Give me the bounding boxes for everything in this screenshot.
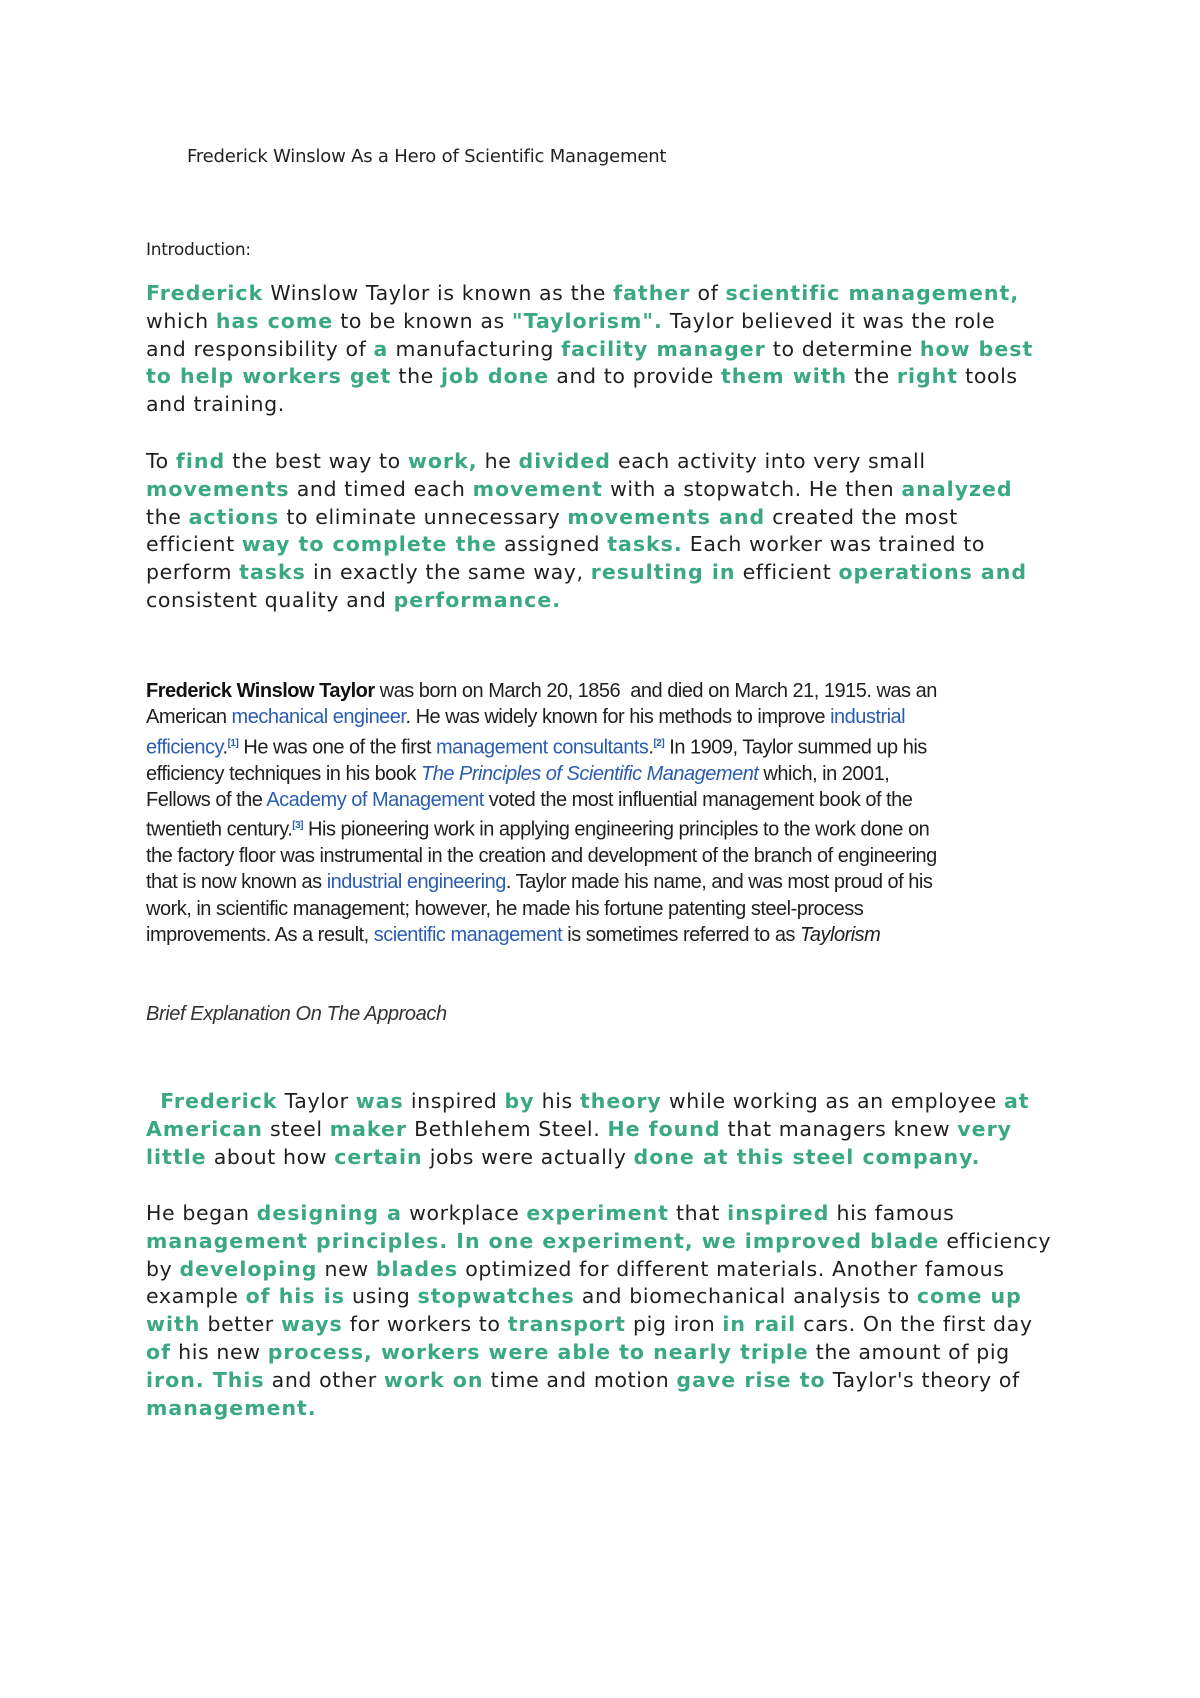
highlighted-text: job done bbox=[441, 364, 550, 389]
highlighted-text: with bbox=[146, 1312, 201, 1337]
text-run: created the most bbox=[765, 504, 958, 529]
hyperlink[interactable]: mechanical engineer bbox=[231, 706, 406, 729]
highlighted-text: maker bbox=[329, 1116, 408, 1141]
highlighted-text: was bbox=[355, 1089, 404, 1113]
text-run: that managers knew bbox=[720, 1116, 958, 1141]
highlighted-text: developing bbox=[179, 1256, 318, 1281]
highlighted-text: of bbox=[146, 1339, 172, 1364]
text-run: that is now known as bbox=[146, 871, 327, 894]
text-run: which, in 2001, bbox=[758, 762, 890, 785]
text-run: that bbox=[668, 1201, 728, 1225]
text-run: for workers to bbox=[342, 1312, 508, 1337]
text-line bbox=[146, 308, 1066, 336]
hyperlink[interactable]: efficiency bbox=[146, 736, 223, 759]
text-run: He was one of the first bbox=[238, 736, 436, 759]
highlighted-text: management. bbox=[146, 1395, 317, 1420]
highlighted-text: movements and bbox=[567, 504, 766, 529]
text-run: was born on March 20, 1856 and died on March 21, 1915. was an bbox=[374, 680, 937, 702]
highlighted-text: work on bbox=[383, 1367, 484, 1392]
text-line bbox=[146, 280, 1066, 308]
text-line bbox=[146, 1144, 1066, 1172]
text-run: efficient bbox=[146, 532, 242, 557]
text-run: in exactly the same way, bbox=[305, 560, 591, 585]
brief-explanation-heading: Brief Explanation On The Approach bbox=[146, 1003, 447, 1025]
highlighted-text: operations and bbox=[838, 560, 1028, 585]
approach-paragraph-2 bbox=[146, 1200, 1066, 1422]
text-run: and responsibility of bbox=[146, 336, 374, 361]
text-run: perform bbox=[146, 560, 240, 585]
highlighted-text: performance. bbox=[393, 587, 562, 612]
text-run: using bbox=[344, 1284, 418, 1309]
text-run: of bbox=[690, 281, 726, 305]
text-run: efficient bbox=[735, 560, 839, 585]
text-run: improvements. As a result, bbox=[146, 923, 374, 946]
text-run: the amount of pig bbox=[808, 1339, 1010, 1364]
highlighted-text: little bbox=[146, 1144, 207, 1169]
citation-link[interactable]: [2] bbox=[653, 737, 665, 749]
highlighted-text: transport bbox=[507, 1312, 626, 1337]
highlighted-text: in rail bbox=[722, 1312, 797, 1337]
text-line bbox=[146, 1256, 1066, 1284]
text-run: . Taylor made his name, and was most proud of his bbox=[505, 871, 933, 894]
text-line bbox=[146, 843, 1066, 869]
intro-paragraph-2 bbox=[146, 448, 1066, 615]
text-line bbox=[146, 869, 1066, 895]
text-run: steel bbox=[262, 1116, 330, 1141]
highlighted-text: actions bbox=[188, 504, 280, 529]
text-run: is sometimes referred to as bbox=[562, 923, 800, 946]
text-line bbox=[146, 1228, 1066, 1256]
highlighted-text: theory bbox=[579, 1089, 662, 1113]
text-run: To bbox=[146, 449, 176, 473]
text-run: with a stopwatch. He then bbox=[602, 476, 902, 501]
text-line bbox=[146, 1200, 1066, 1228]
highlighted-text: blades bbox=[375, 1256, 459, 1281]
hyperlink-book-title[interactable]: The Principles of Scientific Management bbox=[421, 762, 759, 785]
highlighted-text: stopwatches bbox=[417, 1284, 575, 1309]
hyperlink[interactable]: scientific management bbox=[373, 923, 563, 946]
text-run: and other bbox=[264, 1367, 384, 1392]
text-run: the bbox=[391, 364, 441, 389]
italic-text: Taylorism bbox=[800, 923, 881, 946]
highlighted-text: work, bbox=[407, 449, 478, 473]
highlighted-text: father bbox=[613, 281, 691, 305]
text-line bbox=[146, 391, 1066, 419]
highlighted-text: He found bbox=[607, 1116, 721, 1141]
text-run: manufacturing bbox=[388, 336, 562, 361]
highlighted-text: movements bbox=[146, 476, 290, 501]
citation-link[interactable]: [1] bbox=[227, 737, 239, 749]
highlighted-text: Frederick bbox=[146, 281, 264, 305]
text-run: his famous bbox=[829, 1201, 955, 1225]
bold-name: Frederick Winslow Taylor bbox=[146, 680, 375, 702]
hyperlink[interactable]: Academy of Management bbox=[266, 788, 484, 811]
highlighted-text: find bbox=[175, 449, 226, 473]
highlighted-text: way to complete the bbox=[241, 532, 497, 557]
text-run: work, in scientific management; however, he made his fortune patenting steel-process bbox=[146, 897, 864, 920]
approach-paragraph-1 bbox=[146, 1088, 1066, 1171]
text-run: and training. bbox=[146, 392, 285, 417]
text-line bbox=[146, 1367, 1066, 1395]
text-line bbox=[146, 504, 1066, 532]
text-run: American bbox=[146, 706, 232, 729]
highlighted-text: inspired bbox=[727, 1201, 830, 1225]
text-run: to eliminate unnecessary bbox=[279, 504, 568, 529]
highlighted-text: certain bbox=[334, 1144, 423, 1169]
text-run: Winslow Taylor is known as the bbox=[263, 281, 614, 305]
text-line bbox=[146, 1395, 1066, 1423]
text-line bbox=[146, 1116, 1066, 1144]
text-run: tools bbox=[958, 364, 1018, 389]
text-run: the best way to bbox=[225, 449, 408, 473]
text-line bbox=[146, 336, 1066, 364]
highlighted-text: how best bbox=[919, 336, 1034, 361]
text-run bbox=[146, 1089, 160, 1113]
highlighted-text: right bbox=[896, 364, 959, 389]
text-run: optimized for different materials. Another famous bbox=[458, 1256, 1005, 1281]
highlighted-text: a bbox=[373, 336, 389, 361]
hyperlink[interactable]: industrial bbox=[830, 706, 906, 729]
highlighted-text: resulting in bbox=[590, 560, 736, 585]
highlighted-text: tasks. bbox=[607, 532, 683, 557]
text-run: to be known as bbox=[333, 308, 512, 333]
text-run: cars. On the first day bbox=[796, 1312, 1033, 1337]
highlighted-text: them with bbox=[721, 364, 848, 389]
text-run: workplace bbox=[402, 1201, 527, 1225]
text-run: . bbox=[222, 736, 228, 759]
text-line bbox=[146, 704, 1066, 730]
highlighted-text: ways bbox=[280, 1312, 343, 1337]
text-line bbox=[146, 1283, 1066, 1311]
text-line bbox=[146, 678, 1066, 704]
text-run: his new bbox=[171, 1339, 268, 1364]
text-run: about how bbox=[206, 1144, 335, 1169]
highlighted-text: scientific management, bbox=[725, 281, 1020, 305]
text-run: Taylor believed it was the role bbox=[662, 308, 996, 333]
text-run: . He was widely known for his methods to improve bbox=[405, 706, 831, 729]
text-run: Each worker was trained to bbox=[682, 532, 986, 557]
text-line bbox=[146, 531, 1066, 559]
text-run: the bbox=[847, 364, 897, 389]
text-run: twentieth century. bbox=[146, 818, 293, 841]
text-run: better bbox=[200, 1312, 281, 1337]
text-run: assigned bbox=[496, 532, 608, 557]
text-run: He began bbox=[146, 1201, 257, 1225]
text-line bbox=[146, 896, 1066, 922]
text-run: which bbox=[146, 308, 216, 333]
highlighted-text: divided bbox=[518, 449, 611, 473]
text-run: jobs were actually bbox=[422, 1144, 634, 1169]
text-line bbox=[146, 1311, 1066, 1339]
highlighted-text: iron. This bbox=[146, 1367, 265, 1392]
text-run: the factory floor was instrumental in the creation and development of the branch of engineering bbox=[146, 845, 937, 868]
introduction-heading: Introduction: bbox=[146, 240, 251, 260]
highlighted-text: has come bbox=[215, 308, 334, 333]
text-run: the bbox=[146, 504, 189, 529]
highlighted-text: very bbox=[957, 1116, 1013, 1141]
highlighted-text: come up bbox=[916, 1284, 1022, 1309]
document-title: Frederick Winslow As a Hero of Scientific Management bbox=[187, 146, 667, 167]
highlighted-text: designing a bbox=[256, 1201, 402, 1225]
highlighted-text: of his is bbox=[245, 1284, 345, 1309]
highlighted-text: tasks bbox=[239, 560, 306, 585]
text-line bbox=[146, 448, 1066, 476]
highlighted-text: management principles. In one experiment, we improved blade bbox=[146, 1228, 940, 1253]
text-run: pig iron bbox=[625, 1312, 723, 1337]
highlighted-text: process, workers were able to nearly triple bbox=[267, 1339, 809, 1364]
highlighted-text: done at this steel company. bbox=[633, 1144, 981, 1169]
text-line bbox=[146, 1339, 1066, 1367]
highlighted-text: "Taylorism". bbox=[511, 308, 663, 333]
text-run: In 1909, Taylor summed up his bbox=[664, 736, 927, 759]
highlighted-text: to help workers get bbox=[146, 364, 392, 389]
highlighted-text: gave rise to bbox=[676, 1367, 826, 1392]
text-run: Fellows of the bbox=[146, 788, 267, 811]
text-run: inspired bbox=[403, 1089, 505, 1113]
citation-link[interactable]: [3] bbox=[292, 820, 303, 832]
highlighted-text: Frederick bbox=[160, 1089, 278, 1113]
highlighted-text: by bbox=[504, 1089, 535, 1113]
text-run: Bethlehem Steel. bbox=[407, 1116, 608, 1141]
text-run: efficiency techniques in his book bbox=[146, 762, 422, 785]
text-run: and biomechanical analysis to bbox=[574, 1284, 917, 1309]
text-line bbox=[146, 922, 1066, 948]
highlighted-text: facility manager bbox=[561, 336, 766, 361]
highlighted-text: experiment bbox=[526, 1201, 669, 1225]
hyperlink[interactable]: industrial engineering bbox=[326, 871, 506, 894]
text-line bbox=[146, 363, 1066, 391]
text-run: His pioneering work in applying engineering principles to the work done on bbox=[303, 818, 930, 841]
text-run: he bbox=[477, 449, 519, 473]
text-run: time and motion bbox=[483, 1367, 677, 1392]
text-line bbox=[146, 813, 1066, 843]
text-run: new bbox=[317, 1256, 376, 1281]
text-run: efficiency bbox=[939, 1228, 1052, 1253]
text-run: . bbox=[648, 736, 654, 759]
text-line bbox=[146, 1088, 1066, 1116]
text-line bbox=[146, 761, 1066, 787]
text-line bbox=[146, 559, 1066, 587]
text-run: while working as an employee bbox=[661, 1089, 1004, 1113]
text-run: and to provide bbox=[549, 364, 721, 389]
text-run: to determine bbox=[765, 336, 920, 361]
text-run: by bbox=[146, 1256, 180, 1281]
text-run: Taylor bbox=[277, 1089, 356, 1113]
hyperlink[interactable]: management consultants bbox=[435, 736, 649, 759]
text-run: consistent quality and bbox=[146, 587, 394, 612]
highlighted-text: at bbox=[1003, 1089, 1030, 1113]
text-line bbox=[146, 731, 1066, 761]
text-run: Taylor's theory of bbox=[825, 1367, 1020, 1392]
text-run: each activity into very small bbox=[610, 449, 926, 473]
text-run: example bbox=[146, 1284, 246, 1309]
biography-paragraph bbox=[146, 678, 1066, 948]
intro-paragraph-1 bbox=[146, 280, 1066, 419]
highlighted-text: American bbox=[146, 1116, 263, 1141]
highlighted-text: movement bbox=[472, 476, 603, 501]
text-line bbox=[146, 587, 1066, 615]
text-line bbox=[146, 476, 1066, 504]
highlighted-text: analyzed bbox=[901, 476, 1013, 501]
text-run: his bbox=[534, 1089, 580, 1113]
text-run: voted the most influential management book of the bbox=[483, 788, 913, 811]
text-run: and timed each bbox=[289, 476, 473, 501]
text-line bbox=[146, 787, 1066, 813]
